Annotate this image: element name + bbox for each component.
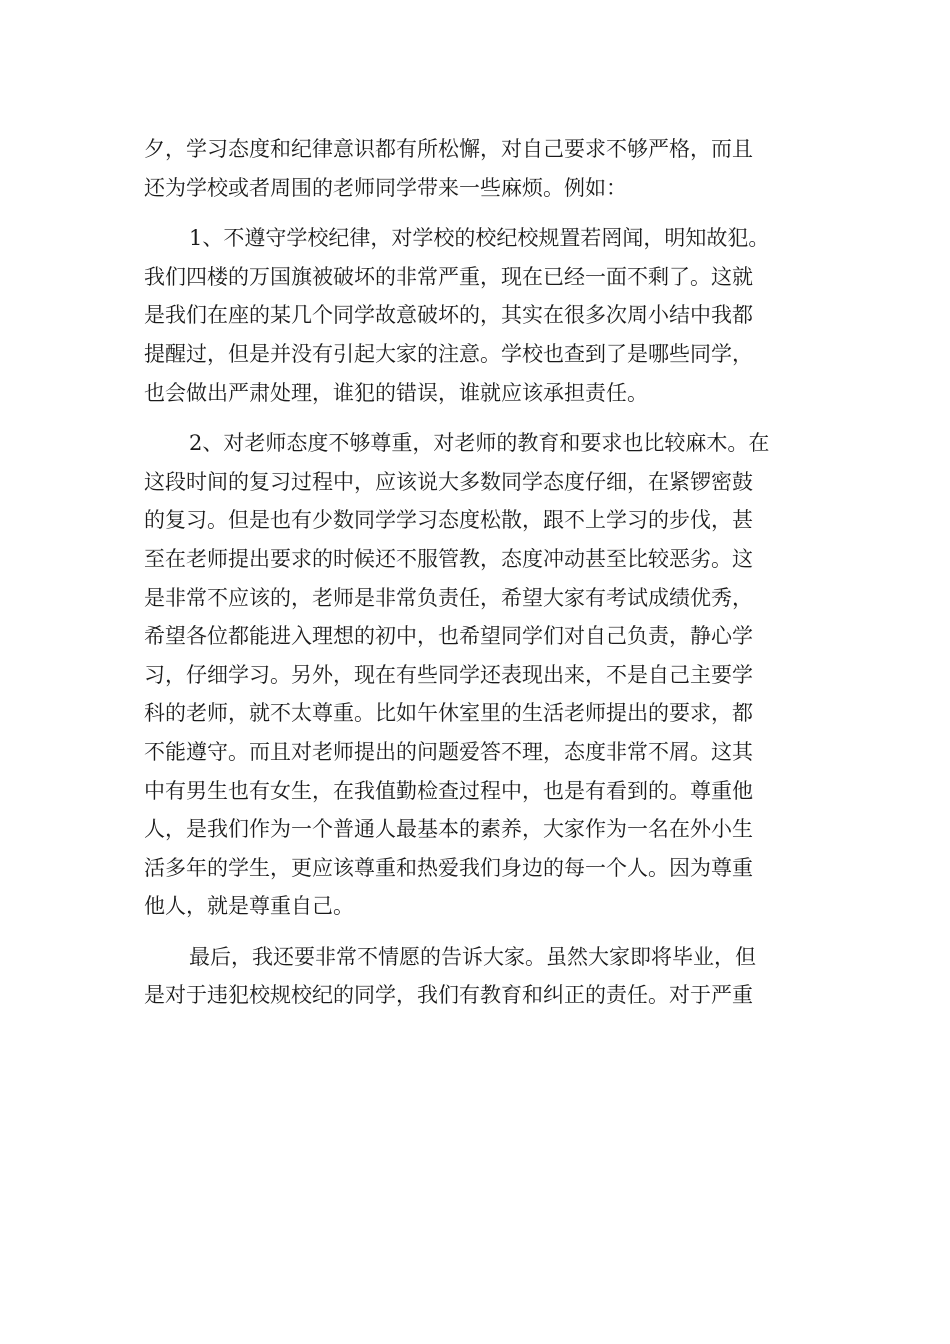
text-line: 还为学校或者周围的老师同学带来一些麻烦。例如： [144,175,627,200]
paragraph-gap [144,926,809,938]
text-line: 活多年的学生，更应该尊重和热爱我们身边的每一个人。因为尊重 [144,855,753,880]
paragraph-3 [144,424,809,926]
paragraph-gap [144,412,809,424]
text-line: 1、不遵守学校纪律，对学校的校纪校规置若罔闻，明知故犯。 [189,226,770,251]
text-line: 2、对老师态度不够尊重，对老师的教育和要求也比较麻木。在 [189,431,770,456]
text-line: 他人，就是尊重自己。 [144,894,354,919]
text-line: 最后，我还要非常不情愿的告诉大家。虽然大家即将毕业，但 [189,944,756,969]
text-line: 是我们在座的某几个同学故意破坏的，其实在很多次周小结中我都 [144,303,753,328]
paragraph-1 [144,130,809,207]
paragraph-2 [144,219,809,412]
text-line: 夕，学习态度和纪律意识都有所松懈，对自己要求不够严格，而且 [144,137,753,161]
text-line: 提醒过，但是并没有引起大家的注意。学校也查到了是哪些同学， [144,341,753,366]
text-line: 习，仔细学习。另外，现在有些同学还表现出来，不是自己主要学 [144,662,753,687]
text-line: 是非常不应该的，老师是非常负责任，希望大家有考试成绩优秀， [144,585,753,610]
text-line: 人，是我们作为一个普通人最基本的素养，大家作为一名在外小生 [144,817,753,842]
paragraph-4 [144,938,809,1015]
text-line: 是对于违犯校规校纪的同学，我们有教育和纠正的责任。对于严重 [144,983,753,1008]
text-line: 也会做出严肃处理，谁犯的错误，谁就应该承担责任。 [144,380,648,405]
text-line: 的复习。但是也有少数同学学习态度松散，跟不上学习的步伐，甚 [144,508,753,533]
text-line: 科的老师，就不太尊重。比如午休室里的生活老师提出的要求，都 [144,701,753,726]
text-line: 至在老师提出要求的时候还不服管教，态度冲动甚至比较恶劣。这 [144,546,753,571]
text-line: 我们四楼的万国旗被破坏的非常严重，现在已经一面不剩了。这就 [144,264,753,289]
text-line: 中有男生也有女生，在我值勤检查过程中，也是有看到的。尊重他 [144,778,753,803]
text-line: 希望各位都能进入理想的初中，也希望同学们对自己负责，静心学 [144,624,753,649]
body-text [144,130,809,1015]
text-line: 这段时间的复习过程中，应该说大多数同学态度仔细，在紧锣密鼓 [144,469,753,494]
paragraph-gap [144,207,809,219]
text-line: 不能遵守。而且对老师提出的问题爱答不理，态度非常不屑。这其 [144,739,753,764]
